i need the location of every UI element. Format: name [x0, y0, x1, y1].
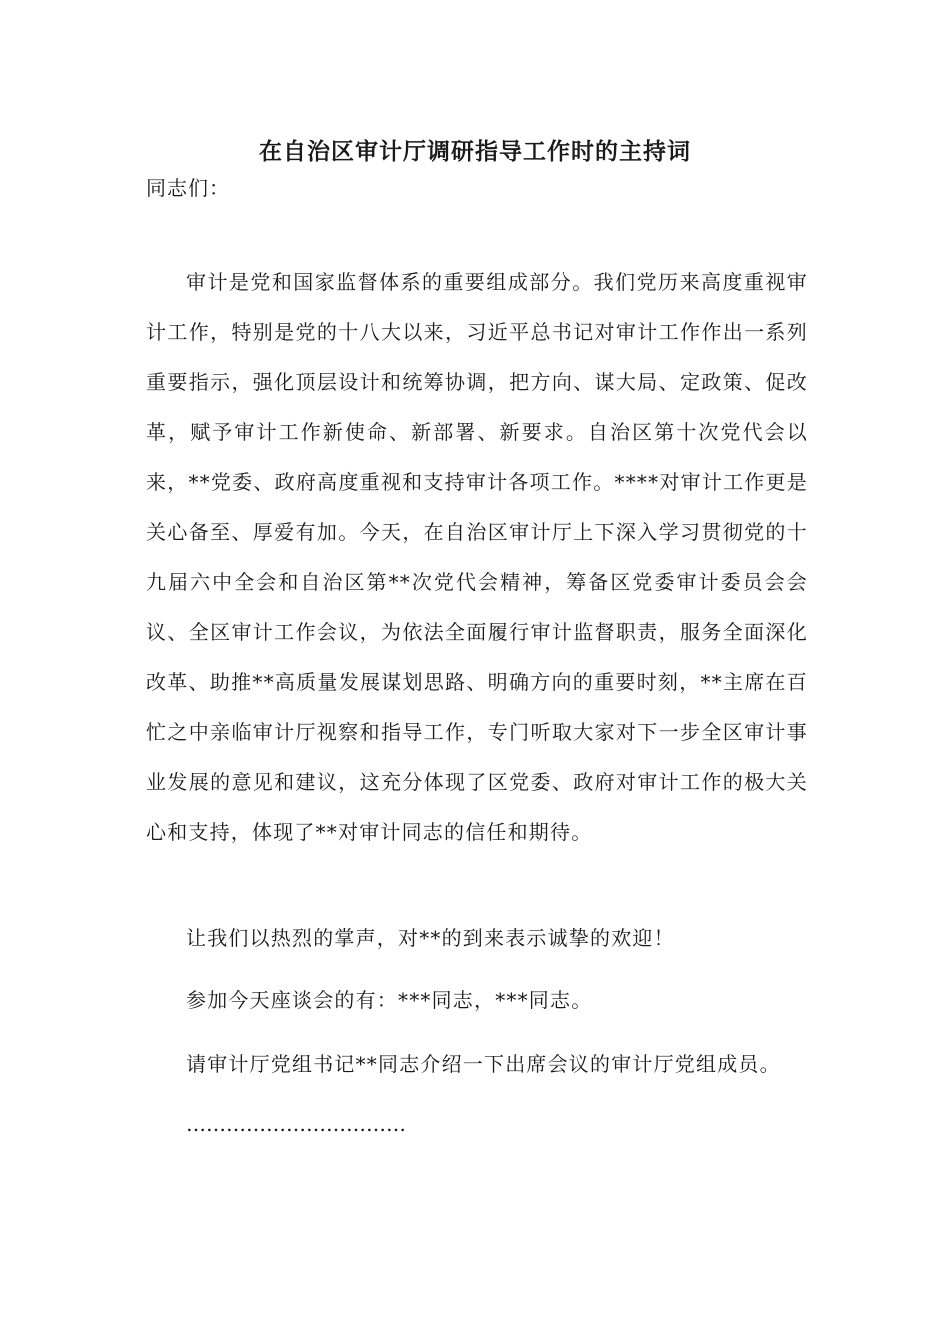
welcome-paragraph: 让我们以热烈的掌声，对**的到来表示诚挚的欢迎！ [186, 926, 675, 950]
salutation: 同志们： [146, 176, 230, 200]
request-paragraph: 请审计厅党组书记**同志介绍一下出席会议的审计厅党组成员。 [186, 1052, 781, 1076]
attendees-paragraph: 参加今天座谈会的有：***同志，***同志。 [186, 988, 593, 1012]
main-paragraph: 审计是党和国家监督体系的重要组成部分。我们党历来高度重视审计工作，特别是党的十八大以来，习近平总书记对审计工作作出一系列重要指示，强化顶层设计和统筹协调，把方向、谋大局、定政策、促改革，赋予审计工作新使命、新部署、新要求。自治区第十次党代会以来，**党委、政府高度重视和支持审计各项工作。****对审计工作更是关心备至、厚爱有加。今天，在自治区审计厅上下深入学习贯彻党的十九届六中全会和自治区第**次党代会精神，筹备区党委审计委员会会议、全区审计工作会议，为依法全面履行审计监督职责，服务全面深化改革、助推**高质量发展谋划思路、明确方向的重要时刻，**主席在百忙之中亲临审计厅视察和指导工作，专门听取大家对下一步全区审计事业发展的意见和建议，这充分体现了区党委、政府对审计工作的极大关心和支持，体现了**对审计同志的信任和期待。 [146, 270, 808, 844]
ellipsis-line: …………………………… [186, 1112, 406, 1136]
document-title: 在自治区审计厅调研指导工作时的主持词 [259, 139, 691, 165]
